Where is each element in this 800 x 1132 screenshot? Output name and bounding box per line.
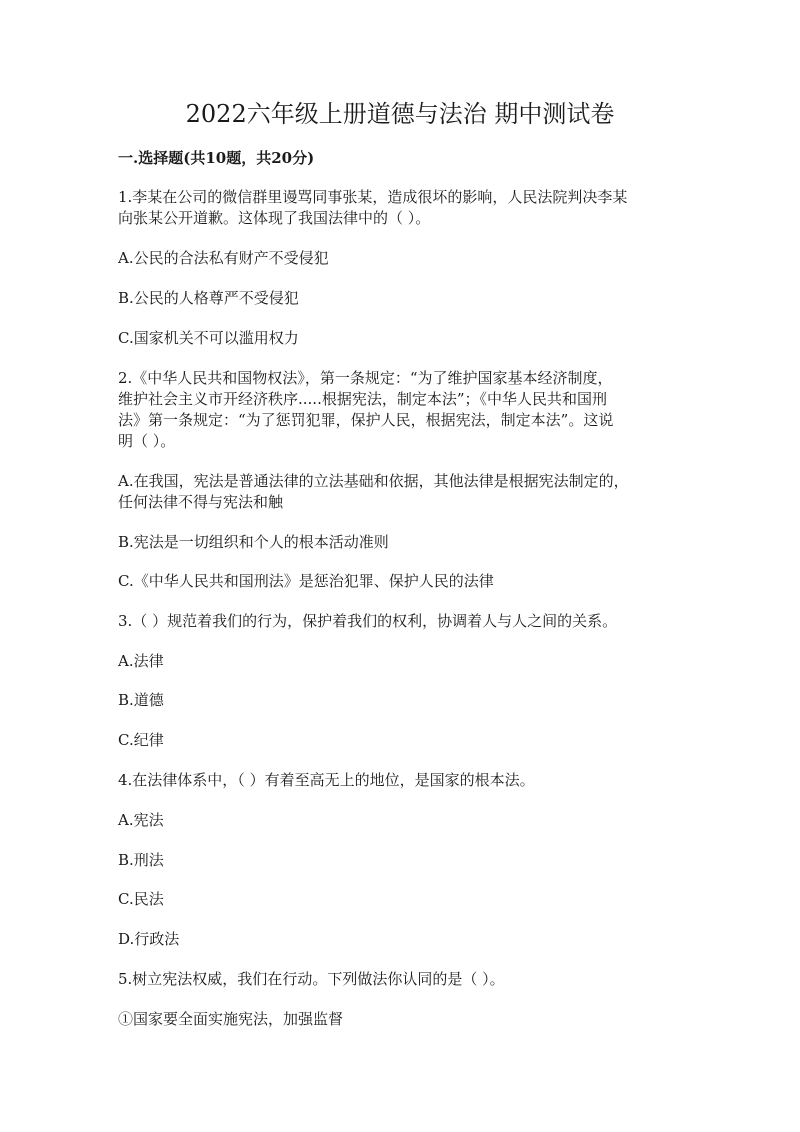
question-3: 3.（ ）规范着我们的行为，保护着我们的权利，协调着人与人之间的关系。 [118,612,618,630]
question-1-option-b: B.公民的人格尊严不受侵犯 [118,289,299,307]
question-1-option-a: A.公民的合法私有财产不受侵犯 [118,249,329,267]
question-5: 5.树立宪法权威，我们在行动。下列做法你认同的是（ ）。 [118,970,505,988]
question-1-option-c: C.国家机关不可以滥用权力 [118,329,299,347]
question-5-statement-1: ①国家要全面实施宪法，加强监督 [118,1010,344,1028]
question-2-line-3: 法》第一条规定：“为了惩罚犯罪，保护人民，根据宪法，制定本法”。这说 [118,411,614,429]
question-4-option-c: C.民法 [118,890,164,908]
page-title: 2022六年级上册道德与法治 期中测试卷 [185,100,615,128]
question-3-option-c: C.纪律 [118,731,164,749]
question-4-option-d: D.行政法 [118,930,180,948]
question-4-option-a: A.宪法 [118,811,164,829]
question-4-option-b: B.刑法 [118,851,164,869]
question-1-line-1: 1.李某在公司的微信群里谩骂同事张某，造成很坏的影响，人民法院判决李某 [118,188,628,206]
question-3-option-a: A.法律 [118,652,164,670]
question-1-line-2: 向张某公开道歉。这体现了我国法律中的（ ）。 [118,209,431,227]
question-2-option-c: C.《中华人民共和国刑法》是惩治犯罪、保护人民的法律 [118,572,494,590]
question-4: 4.在法律体系中，（ ）有着至高无上的地位，是国家的根本法。 [118,771,535,789]
question-2-line-2: 维护社会主义市开经济秩序.....根据宪法，制定本法”；《中华人民共和国刑 [118,390,608,408]
question-2-option-a-line-1: A.在我国，宪法是普通法律的立法基础和依据，其他法律是根据宪法制定的， [118,472,629,490]
question-3-option-b: B.道德 [118,691,164,709]
question-2-line-1: 2.《中华人民共和国物权法》，第一条规定：“为了维护国家基本经济制度， [118,369,613,387]
question-2-option-a-line-2: 任何法律不得与宪法和触 [118,493,284,511]
question-2-line-4: 明（ ）。 [118,432,176,450]
question-2-option-b: B.宪法是一切组织和个人的根本活动准则 [118,533,389,551]
section-heading: 一.选择题(共10题，共20分) [118,149,315,167]
